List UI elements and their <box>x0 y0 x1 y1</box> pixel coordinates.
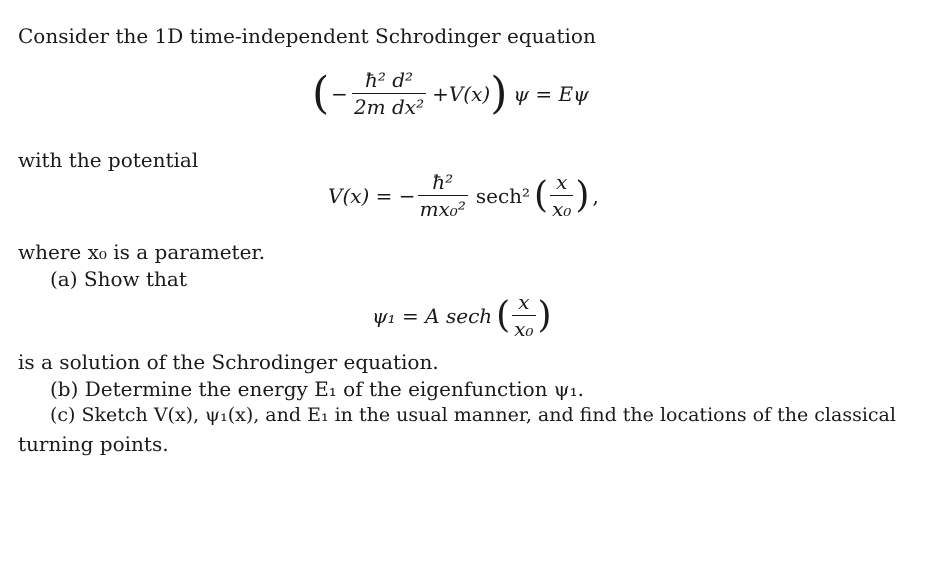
argument-denominator: x₀ <box>552 197 572 221</box>
prefactor-denominator: mx₀² <box>419 197 466 221</box>
wavefunction-equation <box>372 290 552 341</box>
arg-left-paren: ( <box>534 174 549 216</box>
kinetic-denominator: 2m dx² <box>353 95 425 119</box>
part-b-text: (b) Determine the energy E₁ of the eigenfunction ψ₁. <box>50 377 584 401</box>
left-paren: ( <box>312 67 330 119</box>
solution-tail-text: is a solution of the Schrodinger equation. <box>18 350 439 374</box>
part-c-text: (c) Sketch V(x), ψ₁(x), and E₁ in the usual manner, and find the locations of the classical <box>50 404 896 426</box>
potential-lhs: V(x) = − <box>328 183 416 208</box>
potential-equation <box>328 170 599 221</box>
kinetic-numerator: ħ² d² <box>364 68 414 92</box>
argument-numerator: x <box>556 170 568 194</box>
kinetic-fraction <box>352 68 426 119</box>
trailing-comma: , <box>592 183 599 208</box>
schrodinger-equation <box>312 68 589 119</box>
potential-prefactor <box>418 170 468 221</box>
wavefunction-lhs: ψ₁ = A sech <box>372 303 493 328</box>
potential-intro-text: with the potential <box>18 148 199 172</box>
schrodinger-rhs: ψ = Eψ <box>513 81 589 106</box>
wf-argument-denominator: x₀ <box>514 317 534 341</box>
part-c-continuation: turning points. <box>18 432 169 456</box>
right-paren: ) <box>490 67 508 119</box>
sech-squared: sech² <box>475 183 531 208</box>
potential-term: +V(x) <box>432 81 491 106</box>
minus-sign: − <box>331 81 348 106</box>
wf-left-paren: ( <box>496 294 511 336</box>
prefactor-numerator: ħ² <box>432 170 454 194</box>
part-a-text: (a) Show that <box>50 267 187 291</box>
wf-argument-numerator: x <box>518 290 530 314</box>
potential-argument <box>550 170 573 221</box>
where-text: where x₀ is a parameter. <box>18 240 266 264</box>
intro-text: Consider the 1D time-independent Schrodinger equation <box>18 24 596 48</box>
wf-right-paren: ) <box>537 294 552 336</box>
arg-right-paren: ) <box>575 174 590 216</box>
wavefunction-argument <box>512 290 535 341</box>
